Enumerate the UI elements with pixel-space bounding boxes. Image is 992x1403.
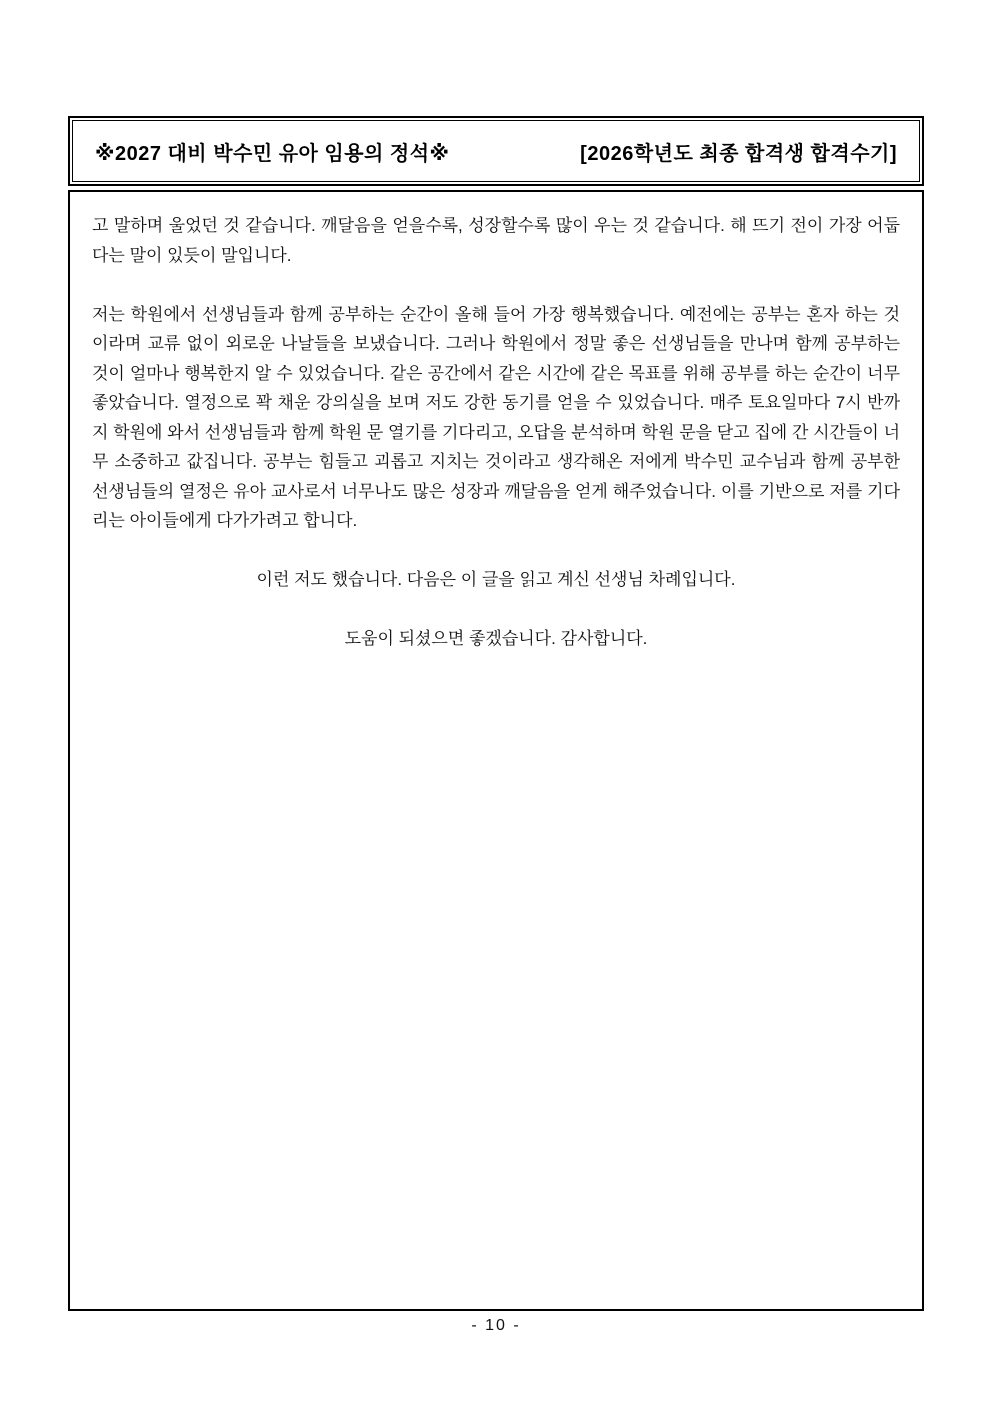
- header-left-title: ※2027 대비 박수민 유아 임용의 정석※: [95, 142, 450, 165]
- paragraph-2: 저는 학원에서 선생님들과 함께 공부하는 순간이 올해 들어 가장 행복했습니다. 예전에는 공부는 혼자 하는 것이라며 교류 없이 외로운 나날들을 보냈습니다. 그러나 학원에서 정말 좋은 선생님들을 만나며 함께 공부하는 것이 얼마나 행복한지 알 수 있었습니다. 같은 공간에서 같은 시간에 같은 목표를 위해 공부를 하는 순간이 너무 좋았습니다. 열정으로 꽉 채운 강의실을 보며 저도 강한 동기를 얻을 수 있었습니다. 매주 토요일마다 7시 반까지 학원에 와서 선생님들과 함께 학원 문 열기를 기다리고, 오답을 분석하며 학원 문을 닫고 집에 간 시간들이 너무 소중하고 값집니다. 공부는 힘들고 괴롭고 지치는 것이라고 생각해온 저에게 박수민 교수님과 함께 공부한 선생님들의 열정은 유아 교사로서 너무나도 많은 성장과 깨달음을 얻게 해주었습니다. 이를 기반으로 저를 기다리는 아이들에게 다가가려고 합니다.: [92, 304, 900, 530]
- closing-line-2: 도움이 되셨으면 좋겠습니다. 감사합니다.: [344, 629, 648, 648]
- header-box: [68, 116, 924, 186]
- closing-line-1: 이런 저도 했습니다. 다음은 이 글을 읽고 계신 선생님 차례입니다.: [256, 570, 736, 589]
- header-right-title: [2026학년도 최종 합격생 합격수기]: [580, 142, 897, 165]
- content-box: [68, 190, 924, 1311]
- header-inner-frame: [72, 120, 920, 182]
- page-number: - 10 -: [471, 1317, 521, 1334]
- paragraph-1: 고 말하며 울었던 것 같습니다. 깨달음을 얻을수록, 성장할수록 많이 우는 것 같습니다. 해 뜨기 전이 가장 어둡다는 말이 있듯이 말입니다.: [92, 216, 900, 265]
